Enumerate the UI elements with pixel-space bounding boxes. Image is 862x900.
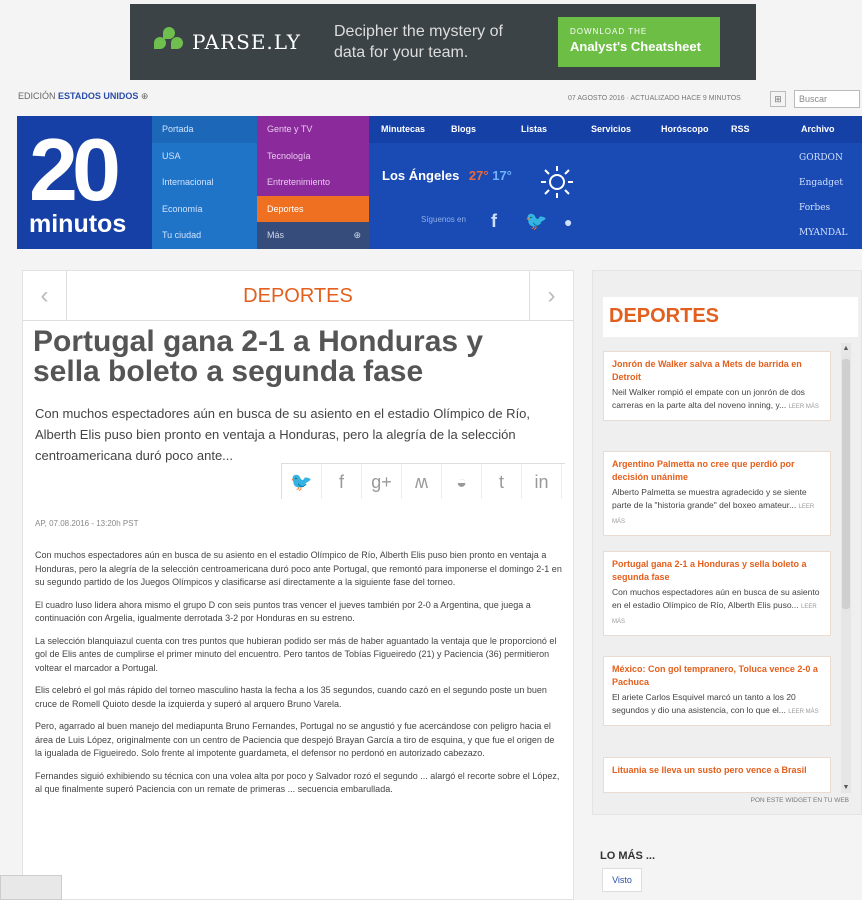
logo-word: minutos (29, 210, 127, 238)
sidebar-item-desc (612, 586, 822, 629)
sidebar-item[interactable] (603, 351, 831, 421)
twitter-icon[interactable]: 🐦 (525, 211, 548, 231)
sidebar-item-desc-text: Alberto Palmetta se muestra agradecido y se siente parte de la "historia grande" del boxeo amateur... (612, 487, 807, 510)
lo-mas-title: LO MÁS ... (600, 850, 655, 862)
plus-icon: ⊕ (353, 230, 361, 241)
sidebar-widget (592, 270, 862, 815)
ad-brand: PARSE.LY (192, 30, 301, 54)
article-paragraph: Fernandes siguió exhibiendo su técnica con una volea alta por poco y Salvador rozó el segundo ... alargó el recorte sobre el López, al que finalmente superó Paciencia con un remate de primeras ... secuencia embarullada. (35, 770, 560, 794)
ad-cta-big: Analyst's Cheatsheet (570, 39, 701, 54)
nav-item-economia[interactable]: Economía (162, 203, 203, 214)
weather-city: Los Ángeles (382, 168, 460, 183)
nav-column-2 (257, 116, 369, 249)
logo-number: 20 (29, 120, 115, 219)
section-title[interactable]: DEPORTES (243, 285, 353, 307)
date-updated: 07 AGOSTO 2016 · ACTUALIZADO HACE 9 MINUTOS (568, 95, 741, 102)
ad-tagline: Decipher the mystery of data for your team. (334, 23, 503, 61)
read-more-link[interactable]: LEER MÁS (788, 404, 819, 410)
nav-item-tecnologia[interactable]: Tecnología (267, 150, 311, 161)
nav-item-entretenimiento[interactable]: Entretenimiento (267, 177, 331, 188)
share-bar (281, 463, 565, 499)
partner-myandal[interactable]: MYANDAL (799, 228, 848, 238)
topnav-servicios[interactable]: Servicios (591, 124, 632, 134)
nav-column-1 (152, 116, 257, 249)
partner-gordon[interactable]: GORDON (799, 153, 843, 163)
tumblr-icon[interactable]: t (482, 464, 522, 499)
tab-visto[interactable]: Visto (602, 868, 642, 892)
topnav-blogs[interactable]: Blogs (451, 124, 477, 134)
article-dateline: AP, 07.08.2016 - 13:20h PST (35, 519, 139, 528)
article (22, 270, 574, 900)
weather-high: 27° (468, 168, 489, 183)
ad-cta-small: DOWNLOAD THE (570, 27, 648, 36)
site-header (17, 116, 862, 249)
leaf-icon (154, 27, 184, 57)
plus-circle-icon: ⊕ (140, 91, 149, 101)
nav-item-gente-tv[interactable]: Gente y TV (267, 124, 313, 134)
meneame-icon[interactable]: ʍ (402, 464, 442, 499)
search-input[interactable]: Buscar (794, 90, 860, 108)
page-corner-strip (0, 875, 62, 900)
parsely-logo (154, 27, 334, 57)
scrollbar-thumb[interactable] (842, 359, 850, 609)
article-body (35, 549, 563, 806)
rss-icon[interactable]: ⊞ (770, 91, 786, 107)
partner-engadget[interactable]: Engadget (799, 178, 843, 188)
nav-item-mas[interactable] (257, 222, 369, 249)
nav-item-mas-label: Más (267, 230, 285, 241)
article-nav (23, 271, 573, 321)
topnav-archivo[interactable]: Archivo (801, 124, 835, 134)
ad-cta-button[interactable] (558, 17, 720, 67)
article-paragraph: Con muchos espectadores aún en busca de su asiento en el estadio Olímpico de Río, Alberth Elis puso bien pronto en ventaja a Honduras, pero la alegría de la selección centroamericana duró poco ante Portugal, que remontó para imponerse el domingo 2-1 en su segundo partido de los Juegos Olímpicos y clasificarse así directamente a la siguiente fase del torneo. (35, 550, 562, 587)
sidebar-item-title[interactable]: Argentino Palmetta no cree que perdió por decisión unánime (612, 459, 795, 482)
googleplus-icon[interactable]: g+ (362, 464, 402, 499)
chevron-left-icon[interactable]: ‹ (23, 271, 67, 321)
nav-item-usa[interactable]: USA (162, 150, 181, 161)
follow-label: Síguenos en (421, 215, 466, 224)
article-paragraph: La selección blanquiazul cuenta con tres puntos que hubieran podido ser más de haber aguantado la ventaja que le proporcionó el gol de Elis antes de cumplirse el primer minuto del encuentro. Pero tantos de Tobías Figueiredo (21) y Paciencia (36) permitieron voltear el marcador a Portugal. (35, 635, 557, 673)
sidebar-item[interactable] (603, 757, 831, 793)
twitter-icon[interactable]: 🐦 (282, 464, 322, 499)
edition-name: ESTADOS UNIDOS (58, 91, 139, 101)
sidebar-title[interactable]: DEPORTES (603, 297, 858, 337)
nav-item-tu-ciudad[interactable]: Tu ciudad (162, 230, 202, 241)
partner-logos (799, 146, 859, 246)
topnav-horoscopo[interactable]: Horóscopo (661, 124, 709, 134)
site-logo[interactable] (17, 116, 152, 249)
linkedin-icon[interactable]: in (522, 464, 562, 499)
topnav-minutecas[interactable]: Minutecas (381, 124, 426, 134)
article-headline: Portugal gana 2-1 a Honduras y sella boleto a segunda fase (33, 325, 484, 388)
chevron-right-icon[interactable]: › (529, 271, 573, 321)
article-paragraph: Elis celebró el gol más rápido del torneo masculino hasta la fecha a los 35 segundos, cuando cazó en el segundo poste un buen cruce de Romell Quioto desde la izquierda y superó al arquero Bruno Varela. (35, 685, 547, 709)
widget-footer-link[interactable]: PON ESTE WIDGET EN TU WEB (750, 797, 849, 804)
edition-prefix: EDICIÓN (18, 91, 56, 101)
ad-banner[interactable] (130, 4, 756, 80)
sidebar-item-desc (612, 486, 822, 529)
sun-icon (539, 164, 575, 200)
nav-item-portada[interactable]: Portada (152, 116, 257, 143)
topnav-listas[interactable]: Listas (521, 124, 548, 134)
article-paragraph: Pero, agarrado al buen manejo del mediapunta Bruno Fernandes, Portugal no se angustió y fue acercándose con peligro hacia el área de Luis López, originalmente con un centro de Paciencia que despejó Brayan García a tiro de esquina, y que fue el origen de la igualada de Figueiredo. Solo frente al impotente guardameta, el defensor no perdonó en autorizado cabezazo. (35, 721, 555, 758)
scroll-up-icon[interactable]: ▲ (842, 345, 850, 352)
sidebar-scrollbar[interactable] (841, 343, 851, 793)
sidebar-item-title[interactable]: Lituania se lleva un susto pero vence a Brasil (612, 765, 807, 775)
weather-low: 17° (492, 168, 512, 183)
sidebar-item-desc-text: El ariete Carlos Esquivel marcó un tanto a los 20 segundos y dio una asistencia, con lo que el... (612, 692, 796, 715)
sidebar-item[interactable] (603, 451, 831, 536)
weather-widget[interactable] (382, 168, 512, 183)
scroll-down-icon[interactable]: ▼ (842, 784, 850, 791)
facebook-icon[interactable]: f (491, 211, 497, 231)
read-more-link[interactable]: LEER MÁS (788, 709, 819, 715)
partner-forbes[interactable]: Forbes (799, 203, 831, 213)
more-icon[interactable]: ● (564, 214, 573, 230)
article-paragraph: El cuadro luso lidera ahora mismo el grupo D con seis puntos tras vencer el jueves también por 2-0 a Argentina, que juega a continuación con Argelia, igualmente derrotada 3-2 por Honduras en su estreno. (35, 599, 531, 623)
sidebar-item-desc-text: Con muchos espectadores aún en busca de su asiento en el estadio Olímpico de Río, Alberth Elis puso... (612, 587, 820, 610)
read-more-link[interactable]: LEER MÁS (612, 604, 817, 625)
top-nav (369, 116, 862, 143)
sidebar-item-title[interactable]: México: Con gol tempranero, Toluca vence 2-0 a Pachuca (612, 664, 818, 687)
sidebar-item-title[interactable]: Portugal gana 2-1 a Honduras y sella boleto a segunda fase (612, 559, 807, 582)
sidebar-item[interactable] (603, 656, 831, 726)
sidebar-item-desc (612, 386, 822, 414)
sidebar-item[interactable] (603, 551, 831, 636)
sidebar-item-desc (612, 691, 822, 719)
sidebar-item-title[interactable]: Jonrón de Walker salva a Mets de barrida en Detroit (612, 359, 802, 382)
read-more-link[interactable]: LEER MÁS (612, 504, 815, 525)
sidebar-item-desc-text: Neil Walker rompió el empate con un jonrón de dos carreras en la parte alta del noveno inning, y... (612, 387, 805, 410)
nav-item-deportes[interactable]: Deportes (257, 196, 369, 223)
facebook-icon[interactable]: f (322, 464, 362, 499)
nav-item-internacional[interactable]: Internacional (162, 177, 214, 188)
edition-selector[interactable] (18, 91, 148, 102)
topnav-rss[interactable]: RSS (731, 124, 750, 134)
pocket-icon[interactable]: ◒ (442, 464, 482, 499)
article-lead: Con muchos espectadores aún en busca de su asiento en el estadio Olímpico de Río, Alberth Elis puso bien pronto en ventaja a Honduras, pero la alegría de la selección centroamericana duró poco ante... (35, 406, 531, 463)
